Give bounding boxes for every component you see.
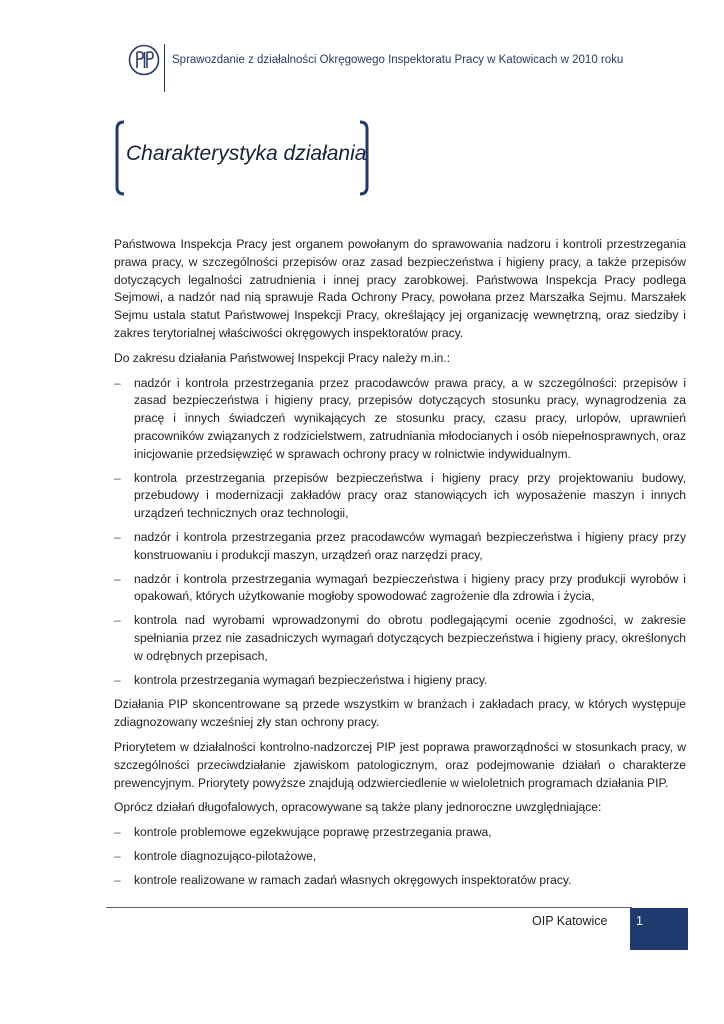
list-item-text: kontrole realizowane w ramach zadań własnych okręgowych inspektoratów pracy. — [134, 872, 572, 887]
dash-bullet: – — [114, 470, 121, 485]
pip-logo-icon — [128, 44, 160, 76]
paragraph: Oprócz działań długofalowych, opracowywane są także plany jednoroczne uwzględniające: — [114, 800, 602, 815]
page-number-box — [630, 908, 688, 950]
footer-label: OIP Katowice — [532, 914, 608, 928]
page-number: 1 — [636, 914, 643, 928]
dash-bullet: – — [114, 672, 121, 687]
list-item-text: kontrola przestrzegania wymagań bezpieczeństwa i higieny pracy. — [134, 672, 488, 687]
paragraph: Państwowa Inspekcja Pracy jest organem powołanym do sprawowania nadzoru i kontroli przestrzegania prawa pracy, w szczególności przepisów oraz zasad bezpieczeństwa i higieny pracy, a także przepisów dotyczących legalności zatrudnienia i innej pracy zarobkowej. Państwowa Inspekcja Pracy podlega Sejmowi, a nadzór nad nią sprawuje Rada Ochrony Pracy, powołana przez Marszałka Sejmu. Marszałek Sejmu ustala statut Państwowej Inspekcji Pracy, określający jej organizację wewnętrzną, oraz siedziby i zakres terytorialnej właściwości okręgowych inspektoratów pracy. — [114, 237, 686, 340]
list-item — [114, 470, 686, 523]
list-item-text: kontrola przestrzegania przepisów bezpieczeństwa i higieny pracy przy projektowaniu budowy, przebudowy i modernizacji zakładów pracy oraz stanowiących ich wyposażenie maszyn i innych urządzeń technicznych oraz technologii, — [134, 470, 686, 521]
body-content — [114, 236, 686, 897]
plans-list — [114, 824, 686, 889]
paragraph: Do zakresu działania Państwowej Inspekcji Pracy należy m.in.: — [114, 350, 451, 365]
list-item-text: kontrole diagnozująco-pilotażowe, — [134, 848, 317, 863]
right-bracket-icon — [358, 120, 370, 196]
header-title: Sprawozdanie z działalności Okręgowego Inspektoratu Pracy w Katowicach w 2010 roku — [172, 54, 624, 66]
list-item — [114, 824, 686, 842]
list-item — [114, 612, 686, 665]
list-item — [114, 529, 686, 565]
dash-bullet: – — [114, 872, 121, 887]
list-item — [114, 375, 686, 464]
paragraph: Działania PIP skoncentrowane są przede wszystkim w branżach i zakładach pracy, w których występuje zdiagnozowany wcześniej zły stan ochrony pracy. — [114, 697, 686, 730]
dash-bullet: – — [114, 375, 121, 390]
list-item-text: kontrola nad wyrobami wprowadzonymi do obrotu podlegającymi ocenie zgodności, w zakresie spełniania przez nie zasadniczych wymagań dotyczących bezpieczeństwa i higieny pracy, określonych w odrębnych przepisach, — [134, 613, 686, 663]
paragraph: Priorytetem w działalności kontrolno-nadzorczej PIP jest poprawa praworządności w stosunkach pracy, w szczególności przeciwdziałanie zjawiskom patologicznym, oraz podejmowanie działań o charakterze prewencyjnym. Priorytety powyższe znajdują odzwierciedlenie w wieloletnich programach działania PIP. — [114, 739, 686, 790]
dash-bullet: – — [114, 571, 121, 586]
chapter-title: Charakterystyka działania — [126, 142, 367, 165]
scope-list — [114, 375, 686, 690]
list-item-text: nadzór i kontrola przestrzegania wymagań bezpieczeństwa i higieny pracy przy produkcji wyrobów i opakowań, których użytkowanie mogłoby spowodować zagrożenie dla zdrowia i życia, — [134, 571, 686, 604]
header-divider — [164, 44, 165, 92]
dash-bullet: – — [114, 848, 121, 863]
dash-bullet: – — [114, 613, 121, 628]
footer-divider — [106, 907, 632, 908]
left-bracket-icon — [114, 120, 126, 196]
dash-bullet: – — [114, 825, 121, 840]
list-item — [114, 872, 686, 890]
chapter-heading — [114, 120, 374, 196]
list-item-text: nadzór i kontrola przestrzegania przez pracodawców wymagań bezpieczeństwa i higieny pracy przy konstruowaniu i produkcji maszyn, urządzeń oraz narzędzi pracy, — [134, 529, 686, 562]
list-item — [114, 571, 686, 607]
list-item — [114, 672, 686, 690]
list-item-text: kontrole problemowe egzekwujące poprawę przestrzegania prawa, — [134, 825, 492, 840]
list-item — [114, 848, 686, 866]
dash-bullet: – — [114, 529, 121, 544]
list-item-text: nadzór i kontrola przestrzegania przez pracodawców prawa pracy, a w szczególności: przepisów i zasad bezpieczeństwa i higieny pracy, przepisów dotyczących stosunku pracy, wynagrodzenia za pracę i innych świadczeń wynikających ze stosunku pracy, czasu pracy, urlopów, uprawnień pracowników związanych z rodzicielstwem, zatrudniania młodocianych i osób niepełnosprawnych, oraz inicjowanie przedsięwzięć w sprawach ochrony pracy w rolnictwie indywidualnym. — [134, 375, 686, 461]
